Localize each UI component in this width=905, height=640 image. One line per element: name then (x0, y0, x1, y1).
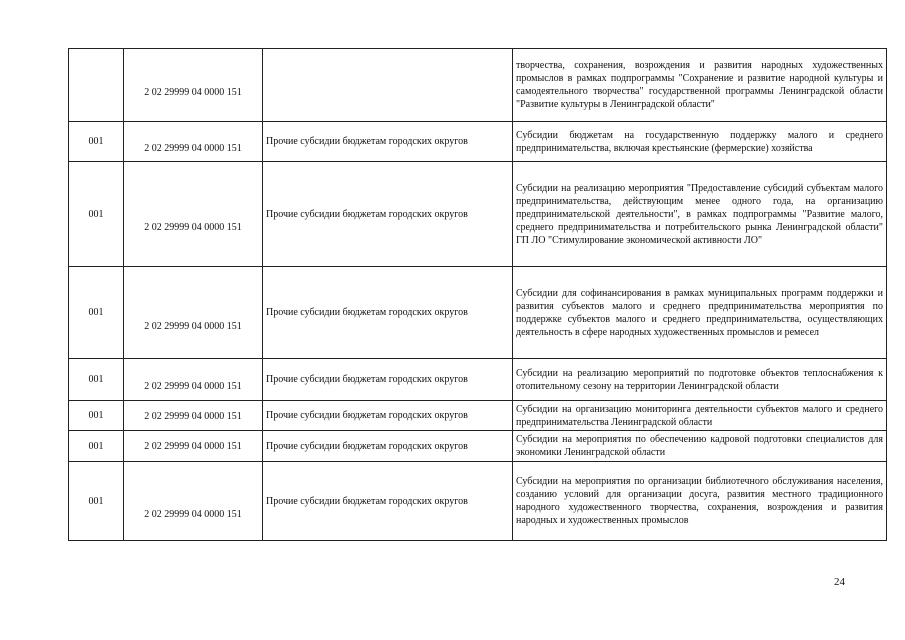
revenue-name-cell: Прочие субсидии бюджетам городских округов (263, 431, 513, 462)
kbk-cell (124, 462, 263, 541)
kbk-cell (124, 431, 263, 462)
kbk-value: 2 02 29999 04 0000 151 (144, 222, 242, 233)
kbk-value: 2 02 29999 04 0000 151 (144, 320, 242, 332)
description-cell: творчества, сохранения, возрождения и развития народных художественных промыслов в рамках подпрограммы "Сохранение и развитие народной культуры и самодеятельного творчества" государственной программы Ленинградской области "Развитие культуры в Ленинградской области" (513, 49, 887, 122)
description-cell: Субсидии на организацию мониторинга деятельности субъектов малого и среднего предпринимательства Ленинградской области (513, 401, 887, 431)
admin-code-cell: 001 (69, 462, 124, 541)
page-number: 24 (834, 576, 845, 588)
kbk-value: 2 02 29999 04 0000 151 (144, 381, 242, 392)
description-cell: Субсидии на реализацию мероприятия "Предоставление субсидий субъектам малого предпринимательства, действующим менее одного года, на организацию предпринимательской деятельности", в рамках подпрограммы "Развитие малого, среднего предпринимательства и потребительского рынка Ленинградской области" ГП ЛО "Стимулирование экономической активности ЛО" (513, 162, 887, 267)
admin-code-cell: 001 (69, 359, 124, 401)
table-row (69, 162, 887, 267)
table-row (69, 359, 887, 401)
table-row (69, 462, 887, 541)
revenue-name-cell: Прочие субсидии бюджетам городских округов (263, 122, 513, 162)
admin-code-cell (69, 49, 124, 122)
description-cell: Субсидии на мероприятия по обеспечению кадровой подготовки специалистов для экономики Ленинградской области (513, 431, 887, 462)
description-cell: Субсидии для софинансирования в рамках муниципальных программ поддержки и развития субъектов малого и среднего предпринимательства мероприятия по поддержке субъектов малого и среднего предпринимательства, осуществляющих деятельность в сфере народных художественных промыслов и ремесел (513, 267, 887, 359)
revenue-name-cell: Прочие субсидии бюджетам городских округов (263, 267, 513, 359)
kbk-value: 2 02 29999 04 0000 151 (144, 509, 242, 520)
table-row (69, 431, 887, 462)
kbk-cell (124, 359, 263, 401)
kbk-cell (124, 401, 263, 431)
admin-code-cell: 001 (69, 267, 124, 359)
kbk-value: 2 02 29999 04 0000 151 (144, 143, 242, 154)
kbk-value: 2 02 29999 04 0000 151 (144, 410, 242, 422)
kbk-cell (124, 122, 263, 162)
table-row (69, 49, 887, 122)
description-cell: Субсидии на мероприятия по организации библиотечного обслуживания населения, созданию условий для организации досуга, развития местного традиционного народного художественного творчества, сохранения, возрождения и развития народных и художественных промыслов (513, 462, 887, 541)
revenue-name-cell: Прочие субсидии бюджетам городских округов (263, 162, 513, 267)
table-row (69, 122, 887, 162)
admin-code-cell: 001 (69, 401, 124, 431)
revenue-name-cell: Прочие субсидии бюджетам городских округов (263, 359, 513, 401)
revenue-name-cell: Прочие субсидии бюджетам городских округов (263, 401, 513, 431)
admin-code-cell: 001 (69, 122, 124, 162)
kbk-cell (124, 162, 263, 267)
admin-code-cell: 001 (69, 162, 124, 267)
table-row (69, 267, 887, 359)
description-cell: Субсидии бюджетам на государственную поддержку малого и среднего предпринимательства, включая крестьянские (фермерские) хозяйства (513, 122, 887, 162)
description-cell: Субсидии на реализацию мероприятий по подготовке объектов теплоснабжения к отопительному сезону на территории Ленинградской области (513, 359, 887, 401)
kbk-value: 2 02 29999 04 0000 151 (144, 441, 242, 452)
budget-table (68, 48, 887, 541)
kbk-cell (124, 49, 263, 122)
admin-code-cell: 001 (69, 431, 124, 462)
revenue-name-cell (263, 49, 513, 122)
table-row (69, 401, 887, 431)
kbk-value: 2 02 29999 04 0000 151 (144, 86, 242, 98)
kbk-cell (124, 267, 263, 359)
revenue-name-cell: Прочие субсидии бюджетам городских округов (263, 462, 513, 541)
